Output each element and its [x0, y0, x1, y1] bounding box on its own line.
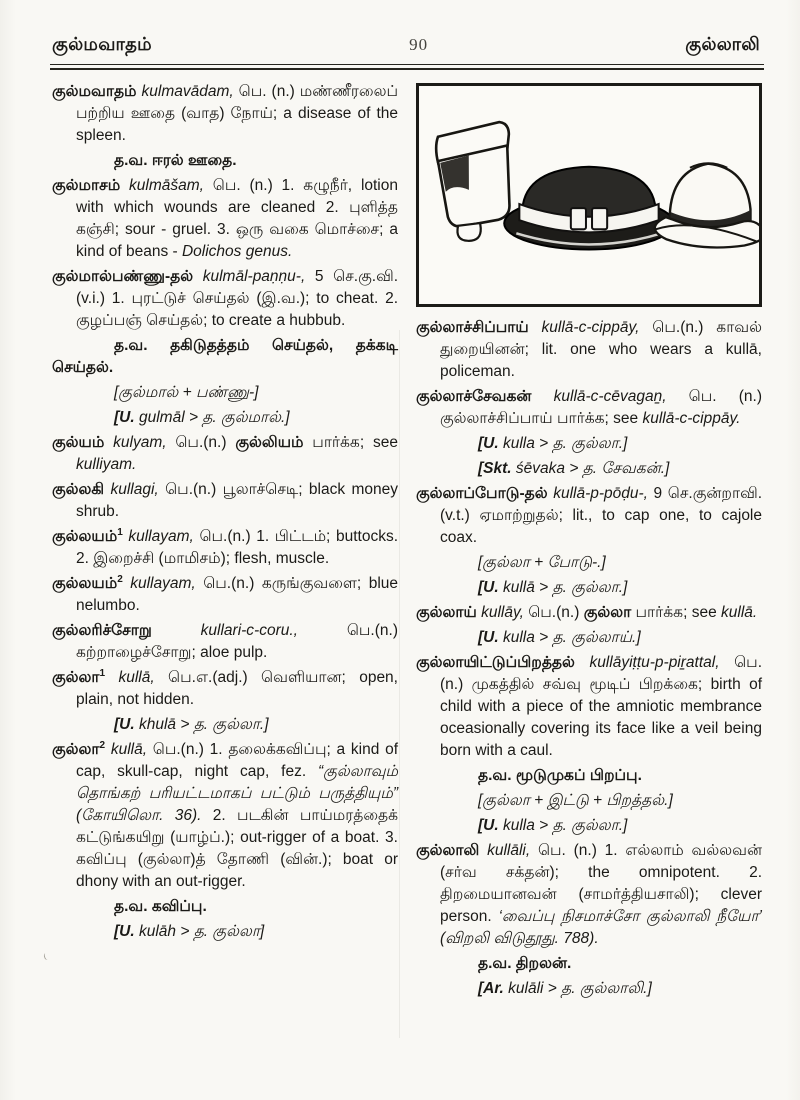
bold-tamil-ref: [U. [478, 817, 499, 834]
transliteration: kullā-c-cippāy, [528, 319, 640, 336]
tamil-text: பெ.(n.) பூலாச்செடி; [158, 481, 303, 498]
homograph-number: 1 [99, 667, 106, 679]
text: kulla > த. குல்லா.] [498, 435, 628, 452]
english-italic: kullā-c-cippāy. [642, 410, 741, 427]
headword: குல்லா [52, 741, 100, 758]
transliteration: kullāy, [476, 604, 524, 621]
etymology-line [416, 458, 762, 480]
text: khulā > த. குல்லா.] [134, 716, 269, 733]
hats-illustration [419, 86, 759, 304]
text: kulāh > த. குல்லா] [134, 923, 265, 940]
bold-tamil-ref: [U. [114, 923, 135, 940]
right-column [416, 81, 762, 1003]
etymology-line [416, 577, 762, 599]
transliteration: kullagi, [104, 481, 159, 498]
text: த.வ. மூடுமுகப் பிறப்பு. [478, 767, 642, 784]
transliteration: kullā, [105, 669, 155, 686]
headword: குல்லாயிட்டுப்பிறத்தல் [416, 654, 575, 671]
bold-tamil-ref: [U. [478, 579, 499, 596]
text: gulmāl > த. குல்மால்.] [134, 409, 290, 426]
transliteration: kullayam, [122, 528, 194, 545]
english-gloss: lit., to cap one, to cajole coax. [440, 507, 763, 546]
headword: குல்லாய் [416, 604, 477, 621]
english-italic: kulliyam. [76, 456, 137, 473]
tamil-text: திறமையானவன் (சாமர்த்தியசாலி); [440, 886, 699, 903]
etymology-line [416, 978, 762, 1000]
english-gloss: 9 [648, 485, 668, 502]
tamil-text: கவிப்பு (குல்லா)த் தோணி (வின்.); [76, 851, 332, 868]
etymology-line [416, 552, 762, 574]
right-column-text [416, 317, 762, 1000]
transliteration: kullāli, [479, 842, 531, 859]
tamil-text: பெ.(n.) காவல் துறையினன்; [440, 319, 762, 358]
tamil-text: பெ. (n.) 1. எல்லாம் வல்லவன் (சர்வ சக்தன்); [440, 842, 762, 881]
dictionary-entry [52, 81, 398, 147]
english-gloss: black money shrub. [76, 481, 398, 520]
header-left-keyword: குல்மவாதம் [52, 34, 152, 54]
headword: குல்லா [52, 669, 100, 686]
text: த.வ. தகிடுதத்தம் செய்தல், தக்கடி செய்தல். [52, 337, 398, 376]
etymology-line [416, 790, 762, 812]
tamil-text: பெ.(n.) முகத்தில் சவ்வு மூடிப் பிறக்கை; [440, 654, 762, 693]
tamil-text: பெ. (n.) குல்லாச்சிப்பாய் பார்க்க; [440, 388, 762, 427]
boater-hat-icon [504, 167, 674, 250]
headword: குல்லாப்போடு-தல் [416, 485, 548, 502]
english-italic: kullā. [721, 604, 758, 621]
text: [குல்லா + இட்டு + பிறத்தல்.] [478, 792, 673, 809]
running-header [52, 34, 760, 57]
headword: குல்மாசம் [52, 177, 121, 194]
dictionary-entry [52, 620, 398, 664]
english-gloss: a disease of the spleen. [76, 105, 399, 144]
tamil-equivalent-line [416, 765, 762, 787]
bold-tamil-ref: [U. [478, 629, 499, 646]
english-gloss: to create a hubbub. [207, 312, 346, 329]
tamil-text: பெ.(n.) கற்றாழைச்சோறு; [76, 622, 398, 661]
transliteration: kulmāl-paṇṇu-, [193, 268, 306, 285]
bold-tamil-ref: குல்லா [583, 604, 632, 621]
homograph-number: 1 [117, 526, 123, 538]
etymology-line [416, 815, 762, 837]
column-divider [399, 330, 400, 1038]
etymology-line [52, 382, 398, 404]
english-gloss: 5 [305, 268, 334, 285]
headword: குல்லரிச்சோறு [52, 622, 152, 639]
dictionary-entry [416, 652, 762, 762]
transliteration: kullā, [105, 741, 148, 758]
etymology-line [52, 407, 398, 429]
english-gloss: lotion with which wounds are cleaned 2. [76, 177, 398, 216]
felt-hat-icon [655, 163, 759, 247]
dictionary-entry [52, 479, 398, 523]
text: kulāli > த. குல்லாலி.] [503, 980, 652, 997]
tamil-text: குழப்பஞ் செய்தல்; [76, 312, 208, 329]
english-gloss: open, plain, not hidden. [76, 669, 398, 708]
dictionary-entry [52, 526, 398, 570]
tamil-text: இறைச்சி (மாமிசம்); [93, 550, 231, 567]
bold-tamil-ref: [Ar. [478, 980, 504, 997]
tamil-text: பெ.(n.) கருங்குவளை; [195, 575, 362, 592]
text: kulla > த. குல்லா.] [498, 817, 628, 834]
english-italic: Dolichos genus. [181, 243, 293, 260]
bold-tamil-ref: [Skt. [478, 460, 512, 477]
dictionary-entry [416, 386, 762, 430]
dictionary-entry [416, 317, 762, 383]
tamil-text: பெ.(n.) [166, 434, 236, 451]
etymology-line [416, 627, 762, 649]
transliteration: kullā-p-pōḍu-, [547, 485, 648, 502]
dictionary-entry [416, 840, 762, 950]
transliteration: kullāyiṭṭu-p-piṟattal, [574, 654, 720, 671]
text: த.வ. திறலன். [478, 955, 572, 972]
tamil-text: பார்க்க; [631, 604, 688, 621]
text: [குல்லா + போடு-.] [478, 554, 606, 571]
english-gloss: sour - gruel. 3. [119, 221, 236, 238]
header-right-keyword: குல்லாலி [685, 34, 760, 54]
tamil-text: பெ.எ.(adj.) வெளியான; [154, 669, 346, 686]
english-gloss: clever person. [440, 886, 763, 925]
text: த.வ. கவிப்பு. [114, 898, 207, 915]
headword: குல்யம் [52, 434, 105, 451]
tamil-text: ஒரு வகை மொச்சை; [235, 221, 384, 238]
text: śēvaka > த. சேவகன்.] [511, 460, 670, 477]
headword: குல்லாலி [416, 842, 480, 859]
tamil-text: படகின் பாய்மரத்தைக் கட்டுங்கயிறு (யாழ்ப்.); [76, 807, 399, 846]
hats-figure [416, 83, 762, 307]
left-column [52, 81, 398, 1003]
english-gloss: aloe pulp. [195, 644, 268, 661]
bold-tamil-ref: குல்லியம் [235, 434, 304, 451]
english-gloss: a kind of cap, skull-cap, night cap, fez. [76, 741, 399, 780]
etymology-line [52, 921, 398, 943]
bold-tamil-ref: [U. [114, 716, 135, 733]
homograph-number: 2 [99, 739, 106, 751]
text: kullā > த. குல்லா.] [498, 579, 628, 596]
english-gloss: boat or dhony with an out-rigger. [76, 851, 399, 890]
dictionary-entry [52, 573, 398, 617]
tamil-quote: ‘வைப்பு நிசமாச்சோ குல்லாலி நீயோ’ (விறலி விடுதூது. 788). [440, 908, 762, 947]
etymology-line [416, 433, 762, 455]
bold-tamil-ref: [U. [114, 409, 135, 426]
dictionary-entry [52, 266, 398, 332]
tamil-text: பெ. (n.) மண்ணீரலைப் பற்றிய ஊதை (வாத) நோய்; [76, 83, 399, 122]
text: த.வ. ஈரல் ஊதை. [114, 152, 237, 169]
dictionary-entry [52, 667, 398, 711]
headword: குல்லாச்சிப்பாய் [416, 319, 529, 336]
english-gloss: flesh, muscle. [230, 550, 330, 567]
headword: குல்லகி [52, 481, 105, 498]
headword: குல்லயம் [52, 575, 118, 592]
headword: குல்மவாதம் [52, 83, 137, 100]
text-columns [52, 81, 762, 1003]
text: kulla > த. குல்லாய்.] [498, 629, 641, 646]
english-gloss: the omnipotent. 2. [558, 864, 763, 881]
tamil-text: பெ.(n.) 1. தலைக்கவிப்பு; [147, 741, 331, 758]
headword: குல்மால்பண்ணு-தல் [52, 268, 194, 285]
english-gloss: see [364, 434, 398, 451]
english-gloss: 2. [201, 807, 237, 824]
english-gloss: buttocks. 2. [76, 528, 399, 567]
tamil-equivalent-line [416, 953, 762, 975]
dictionary-entry [52, 739, 398, 893]
page-number: 90 [409, 35, 429, 54]
transliteration: kulyam, [104, 434, 167, 451]
etymology-line [52, 714, 398, 736]
homograph-number: 2 [117, 573, 123, 585]
tamil-text: பெ.(n.) [523, 604, 584, 621]
english-gloss: a kind of beans - [76, 221, 399, 260]
dictionary-entry [416, 602, 762, 624]
english-gloss: blue nelumbo. [76, 575, 398, 614]
tamil-text: புளித்த கஞ்சி; [76, 199, 398, 238]
tamil-text: செ.குன்றாவி.(v.t.) ஏமாற்றுதல்; [440, 485, 763, 524]
transliteration: kullari-c-coru., [151, 622, 298, 639]
tamil-text: பெ.(n.) 1. பிட்டம்; [193, 528, 331, 545]
tamil-equivalent-line [52, 150, 398, 172]
transliteration: kulmāšam, [120, 177, 204, 194]
english-gloss: see [687, 604, 721, 621]
tamil-equivalent-line [52, 896, 398, 918]
tamil-equivalent-line [52, 335, 398, 379]
tamil-text: பார்க்க; [303, 434, 365, 451]
dictionary-entry [52, 432, 398, 476]
dictionary-entry [52, 175, 398, 263]
tamil-text: பெ. (n.) 1. கழுநீர், [203, 177, 353, 194]
transliteration: kullayam, [122, 575, 196, 592]
english-gloss: to cheat. 2. [309, 290, 399, 307]
transliteration: kulmavādam, [136, 83, 234, 100]
dictionary-entry [416, 483, 762, 549]
tamil-quote: “குல்லாவும் தொங்கற் பரியட்டமாகப் பட்டும் பருத்தியும்” (கோயிலொ. 36). [76, 763, 398, 824]
english-gloss: out-rigger of a boat. 3. [234, 829, 398, 846]
header-rule [50, 64, 764, 70]
tamil-text: செ.கு.வி. (v.i.) 1. புரட்டுச் செய்தல் (இ.வ.); [76, 268, 399, 307]
headword: குல்லாச்சேவகன் [416, 388, 532, 405]
headword: குல்லயம் [52, 528, 118, 545]
transliteration: kullā-c-cēvagaṉ, [531, 388, 667, 405]
english-gloss: lit. one who wears a kullā, policeman. [440, 341, 762, 380]
text: [குல்மால் + பண்ணு-] [114, 384, 259, 401]
english-gloss: birth of child with a piece of the amniotic membrance oceasionally covering its face like a veil being born with a caul. [440, 676, 762, 759]
bold-tamil-ref: [U. [478, 435, 499, 452]
english-gloss: see [608, 410, 643, 427]
stray-pen-mark [43, 952, 50, 960]
